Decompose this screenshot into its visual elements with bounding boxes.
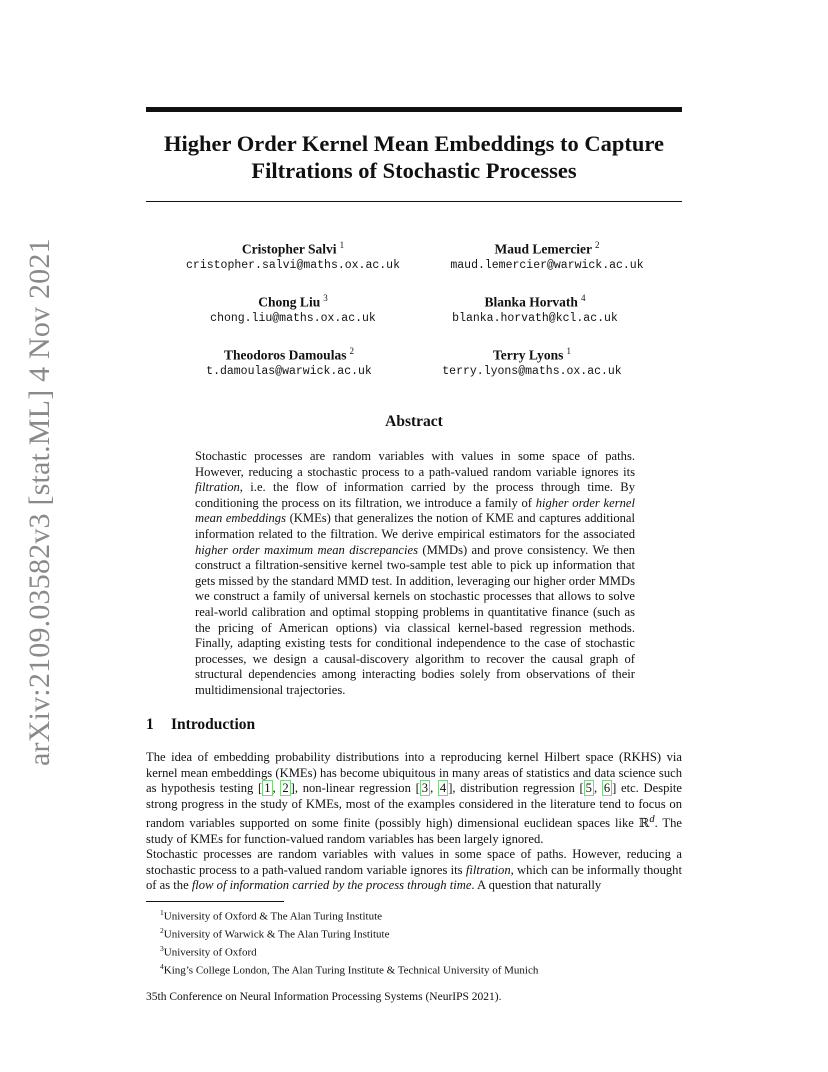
section-heading (146, 716, 255, 734)
affiliation-mark: 4 (580, 293, 586, 303)
author-block (385, 290, 685, 327)
title-line-2: Filtrations of Stochastic Processes (251, 158, 577, 183)
affiliation-mark: 3 (323, 293, 328, 303)
paper-title (146, 130, 682, 184)
abstract-text: (MMDs) and prove consistency. We then construct a filtration-sensitive kernel two-sample test able to pick up information that gets missed by the standard MMD test. In addition, leveraging our higher order MMDs we construct a family of universal kernels on stochastic processes that allows to solve real-world calibration and optimal stopping problems in quantitative finance (such as the pricing of American options) via classical kernel-based regression methods. Finally, adapting existing tests for conditional independence to the case of stochastic processes, we design a causal-discovery algorithm to recover the causal graph of structural dependencies among interacting bodies solely from observations of their multidimensional trajectories. (195, 542, 635, 697)
author-email[interactable]: blanka.horvath@kcl.ac.uk (452, 311, 618, 325)
author-name: Maud Lemercier (494, 241, 593, 257)
affiliation-mark: 1 (339, 240, 345, 250)
footnote (160, 942, 680, 960)
citation-link[interactable]: 5 (585, 781, 592, 796)
author-name: Chong Liu (258, 294, 321, 310)
arxiv-stamp: arXiv:2109.03582v3 [stat.ML] 4 Nov 2021 (23, 238, 56, 766)
body-text: Stochastic processes are random variables with values in some space of paths. However, reducing a stochastic process to a path-valued random variable ignores its (146, 847, 682, 877)
footnote-mark: 2 (160, 926, 164, 936)
body-text: , (593, 781, 602, 796)
body-emphasis: flow of information carried by the process through time (191, 878, 472, 893)
author-name: Theodoros Damoulas (224, 347, 347, 363)
body-text: , (272, 781, 281, 796)
abstract-text: (KMEs) that generalizes the notion of KME and captures additional information related to the filtration. We derive empirical estimators for the associated (195, 511, 636, 541)
abstract-emphasis: higher order kernel mean embeddings (195, 495, 635, 526)
affiliation-mark: 2 (595, 240, 600, 250)
footnote-rule (146, 901, 284, 902)
footnote-text: King’s College London, The Alan Turing Institute & Technical University of Munich (163, 965, 539, 978)
body-text: . The study of KMEs for function-valued random variables has been largely ignored. (146, 816, 682, 847)
author-email[interactable]: chong.liu@maths.ox.ac.uk (210, 311, 376, 325)
abstract-text: , i.e. the flow of information carried by the process through time. By conditioning the process on its filtration, we introduce a family of (195, 480, 635, 510)
abstract-text: Stochastic processes are random variables with values in some space of paths. However, reducing a stochastic process to a path-valued random variable ignores its (195, 449, 635, 479)
body-text: ] etc. Despite strong progress in the study of KMEs, most of the examples considered in the literature tend to focus on random variables supported on some finite (possibly high) dimensional euclidean spaces like (146, 781, 682, 831)
footnote-text: University of Warwick & The Alan Turing Institute (163, 928, 390, 941)
citation-link[interactable]: 1 (264, 781, 271, 796)
title-bottom-rule (146, 201, 682, 202)
abstract-emphasis: higher order maximum mean discrepancies (195, 542, 418, 557)
abstract-heading: Abstract (385, 413, 443, 430)
footnote (160, 906, 680, 924)
author-name: Blanka Horvath (484, 294, 578, 310)
conference-note: 35th Conference on Neural Information Processing Systems (NeurIPS 2021). (146, 991, 502, 1003)
intro-paragraph-2 (146, 847, 682, 894)
body-text: ], non-linear regression [ (290, 781, 420, 796)
body-text: ], distribution regression [ (448, 781, 584, 796)
footnote-mark: 4 (160, 962, 164, 972)
author-email[interactable]: cristopher.salvi@maths.ox.ac.uk (186, 258, 400, 272)
abstract-body (195, 449, 635, 699)
section-number: 1 (146, 716, 154, 733)
body-emphasis: filtration (465, 862, 511, 877)
body-text: The idea of embedding probability distributions into a reproducing kernel Hilbert space (RKHS) via kernel mean embeddings (KMEs) has become ubiquitous in many areas of statistics and data science such as hypothesis testing [ (146, 750, 682, 796)
author-email[interactable]: terry.lyons@maths.ox.ac.uk (442, 364, 622, 378)
author-name: Terry Lyons (493, 347, 564, 363)
abstract-emphasis: filtration (195, 480, 240, 495)
affiliation-mark: 2 (349, 346, 354, 356)
citation-link[interactable]: 6 (603, 781, 611, 796)
author-block (397, 237, 697, 274)
citation-link[interactable]: 3 (421, 781, 429, 796)
math-space-symbol: ℝ (638, 816, 650, 831)
footnote (160, 924, 680, 942)
author-block (382, 343, 682, 380)
title-line-1: Higher Order Kernel Mean Embeddings to Capture (164, 131, 664, 156)
section-title: Introduction (171, 716, 256, 733)
citation-link[interactable]: 4 (439, 781, 447, 796)
footnotes (160, 906, 680, 979)
footnote (160, 960, 680, 978)
body-text: . A question that naturally (471, 878, 602, 893)
intro-paragraph-1 (146, 750, 682, 848)
footnote-mark: 3 (160, 944, 164, 954)
body-text: , (430, 781, 438, 796)
body-text: , which can be informally thought of as the (146, 862, 682, 893)
affiliation-mark: 1 (566, 346, 571, 356)
author-email[interactable]: maud.lemercier@warwick.ac.uk (450, 258, 644, 272)
author-email[interactable]: t.damoulas@warwick.ac.uk (206, 364, 372, 378)
footnote-text: University of Oxford (163, 946, 257, 959)
citation-link[interactable]: 2 (282, 781, 289, 796)
math-exponent: d (649, 814, 655, 826)
footnote-mark: 1 (160, 908, 164, 917)
footnote-text: University of Oxford & The Alan Turing Institute (163, 910, 383, 923)
author-name: Cristopher Salvi (241, 241, 337, 257)
title-top-rule (146, 107, 682, 112)
